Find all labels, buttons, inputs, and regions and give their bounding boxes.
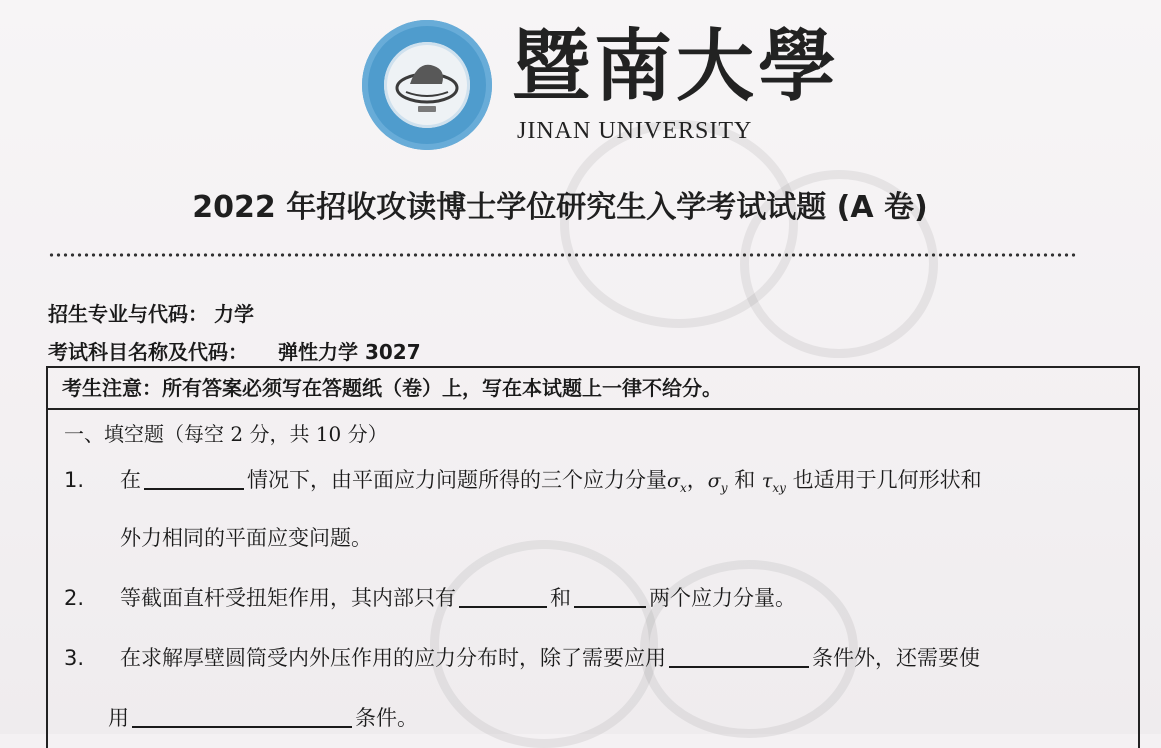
answer-blank [132, 708, 352, 728]
question-text: 和 [550, 586, 571, 610]
dotted-divider [48, 252, 1076, 258]
answer-blank [574, 588, 646, 608]
conjunction: 和 [727, 468, 762, 492]
question-text: 等截面直杆受扭矩作用，其内部只有 [120, 586, 456, 610]
symbol-sigma-y: $\sigma_y$ [707, 470, 728, 495]
answer-blank [669, 648, 809, 668]
subject-value: 弹性力学 3027 [278, 340, 421, 364]
question-text: 在求解厚壁圆筒受内外压作用的应力分布时，除了需要应用 [120, 646, 666, 670]
question-2 [64, 582, 796, 612]
candidate-notice: 考生注意：所有答案必须写在答题纸（卷）上，写在本试题上一律不给分。 [48, 368, 1138, 410]
subject-line [48, 336, 421, 365]
symbol-sigma-x: $\sigma_x$ [667, 470, 687, 495]
separator: ， [686, 468, 708, 492]
university-name-english: JINAN UNIVERSITY [517, 118, 753, 144]
section-title: 一、填空题（每空 2 分，共 10 分） [64, 422, 388, 446]
question-number: 3. [64, 646, 85, 670]
question-number: 1. [64, 468, 85, 492]
question-text: 用 [108, 706, 129, 730]
question-number: 2. [64, 586, 85, 610]
question-text: 条件外，还需要使 [812, 646, 980, 670]
question-1-line-2: 外力相同的平面应变问题。 [120, 526, 372, 550]
university-name-chinese: 暨南大學 [512, 21, 841, 112]
answer-blank [459, 588, 547, 608]
subject-label: 考试科目名称及代码： [48, 340, 248, 364]
question-box [46, 366, 1140, 748]
seal-emblem-icon [362, 20, 492, 150]
exam-title: 2022 年招收攻读博士学位研究生入学考试试题 (A 卷) [192, 190, 928, 225]
answer-blank [144, 470, 244, 490]
major-value: 力学 [214, 302, 254, 326]
question-text: 在 [120, 468, 141, 492]
question-text: 情况下，由平面应力问题所得的三个应力分量 [247, 468, 667, 492]
question-text: 两个应力分量。 [649, 586, 796, 610]
question-1 [64, 464, 982, 495]
question-text: 也适用于几何形状和 [785, 468, 982, 492]
university-seal-logo [362, 20, 492, 150]
question-text: 条件。 [355, 706, 418, 730]
question-3-line-2 [108, 702, 418, 732]
symbol-tau-xy: $\tau_{xy}$ [761, 470, 786, 495]
major-line [48, 298, 254, 327]
question-3 [64, 642, 980, 672]
major-label: 招生专业与代码： [48, 302, 208, 326]
